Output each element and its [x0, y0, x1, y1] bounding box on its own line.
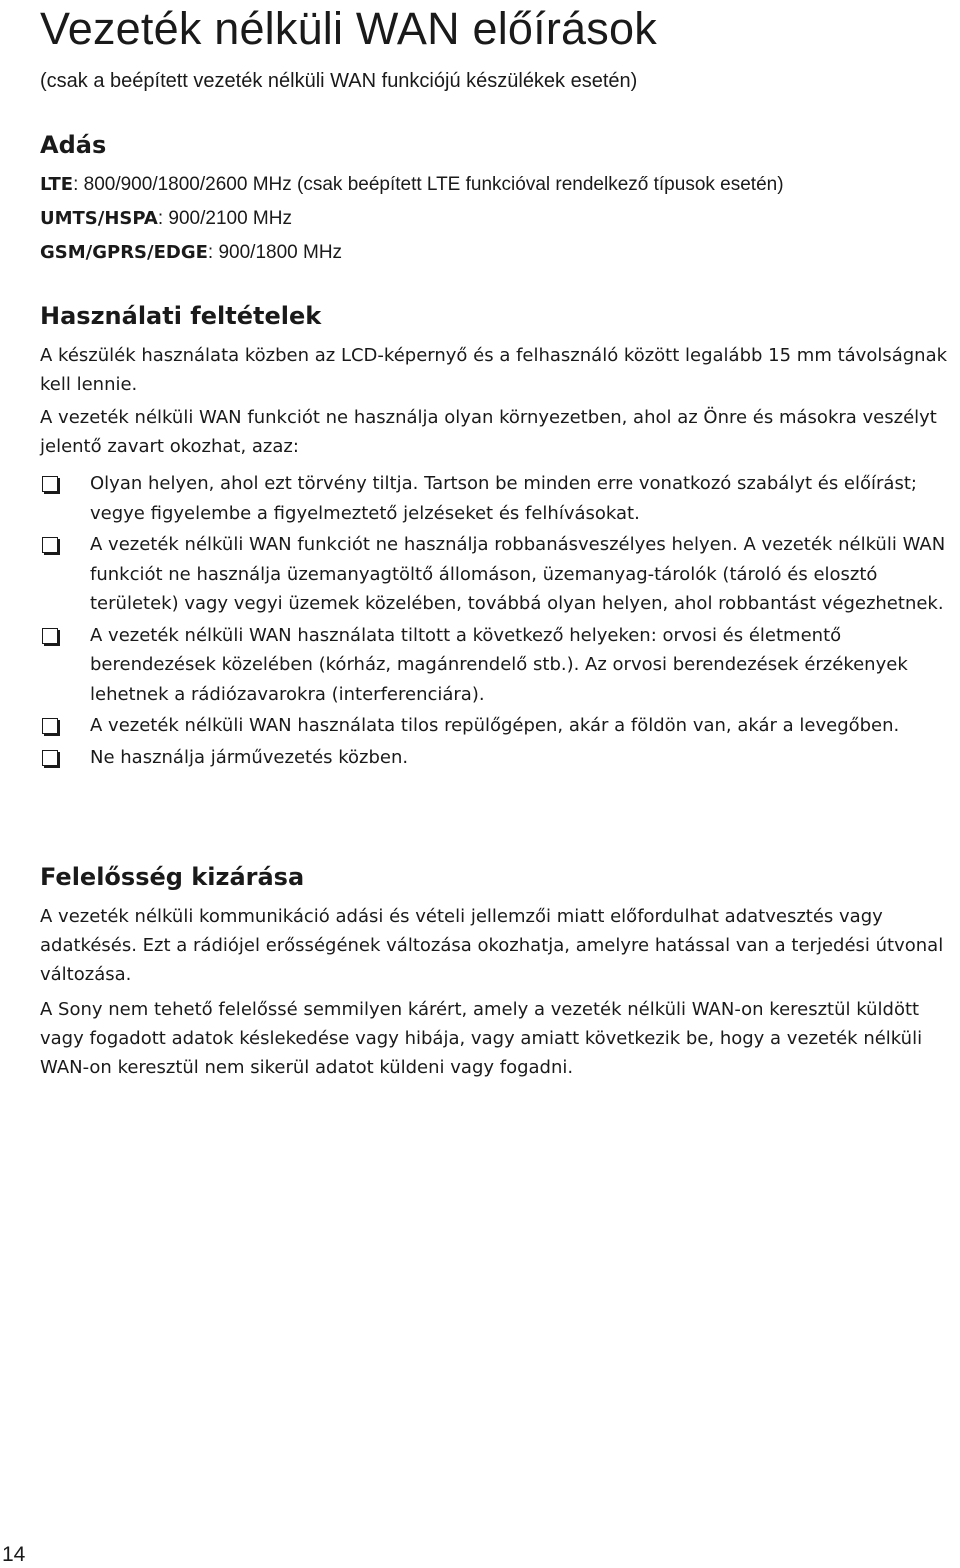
- list-item-text: A vezeték nélküli WAN használata tilos repülőgépen, akár a földön van, akár a levegőben.: [90, 715, 900, 736]
- section-heading-feltetelek: Használati feltételek: [40, 302, 322, 330]
- checkbox-bullet-icon: [42, 750, 58, 766]
- spec-lte: [40, 170, 784, 200]
- page-subtitle: (csak a beépített vezeték nélküli WAN funkciójú készülékek esetén): [40, 70, 638, 92]
- page-number: 14: [2, 1543, 26, 1566]
- spec-label: GSM/GPRS/EDGE: [40, 242, 208, 263]
- list-item-text: Olyan helyen, ahol ezt törvény tiltja. Tartson be minden erre vonatkozó szabályt és előírást; vegye figyelembe a figyelmeztető jelzéseket és felhívásokat.: [90, 473, 917, 524]
- list-item: [40, 621, 960, 710]
- paragraph: A vezeték nélküli WAN funkciót ne használja olyan környezetben, ahol az Önre és másokra veszélyt jelentő zavart okozhat, azaz:: [40, 407, 937, 457]
- spec-label: UMTS/HSPA: [40, 208, 158, 229]
- list-item: [40, 530, 960, 619]
- spec-gsm: [40, 238, 342, 268]
- list-item: [40, 743, 960, 773]
- spec-value: : 900/2100 MHz: [157, 208, 292, 229]
- spec-value: : 800/900/1800/2600 MHz (csak beépített LTE funkcióval rendelkező típusok esetén): [73, 174, 784, 195]
- paragraph: A vezeték nélküli kommunikáció adási és vételi jellemzői miatt előfordulhat adatvesztés vagy adatkésés. Ezt a rádiójel erősségének változása okozhatja, amelyre hatással van a terjedési útvonal változása.: [40, 906, 944, 985]
- list-item-text: Ne használja járművezetés közben.: [90, 746, 409, 768]
- checkbox-bullet-icon: [42, 628, 58, 644]
- list-item: [40, 711, 960, 741]
- paragraph: A készülék használata közben az LCD-képernyő és a felhasználó között legalább 15 mm távolságnak kell lennie.: [40, 345, 948, 395]
- page-title: Vezeték nélküli WAN előírások: [40, 3, 657, 54]
- list-item-text: A vezeték nélküli WAN funkciót ne használja robbanásveszélyes helyen. A vezeték nélküli WAN funkciót ne használja üzemanyagtöltő állomáson, üzemanyag-tárolók (tároló és elosztó területek) vagy vegyi üzemek közelében, továbbá olyan helyen, ahol robbantást végezhetnek.: [90, 534, 946, 614]
- list-item-text: A vezeték nélküli WAN használata tiltott a következő helyeken: orvosi és életmentő berendezések közelében (kórház, magánrendelő stb.). Az orvosi berendezések érzékenyek lehetnek a rádiózavarokra (interferenciára).: [90, 624, 908, 705]
- list-item: [40, 469, 960, 528]
- spec-value: : 900/1800 MHz: [207, 242, 343, 263]
- section-heading-adas: Adás: [40, 131, 107, 159]
- checkbox-bullet-icon: [42, 476, 58, 492]
- spec-label: LTE: [40, 174, 74, 195]
- checkbox-bullet-icon: [42, 718, 58, 734]
- section-heading-felelosseg: Felelősség kizárása: [40, 863, 305, 891]
- paragraph: A Sony nem tehető felelőssé semmilyen kárért, amely a vezeték nélküli WAN-on keresztül küldött vagy fogadott adatok késlekedése vagy hibája, vagy amiatt következik be, hogy a vezeték nélküli WAN-on keresztül nem sikerül adatot küldeni vagy fogadni.: [40, 999, 923, 1078]
- bullet-list: [40, 469, 960, 774]
- checkbox-bullet-icon: [42, 537, 58, 553]
- spec-umts: [40, 204, 292, 234]
